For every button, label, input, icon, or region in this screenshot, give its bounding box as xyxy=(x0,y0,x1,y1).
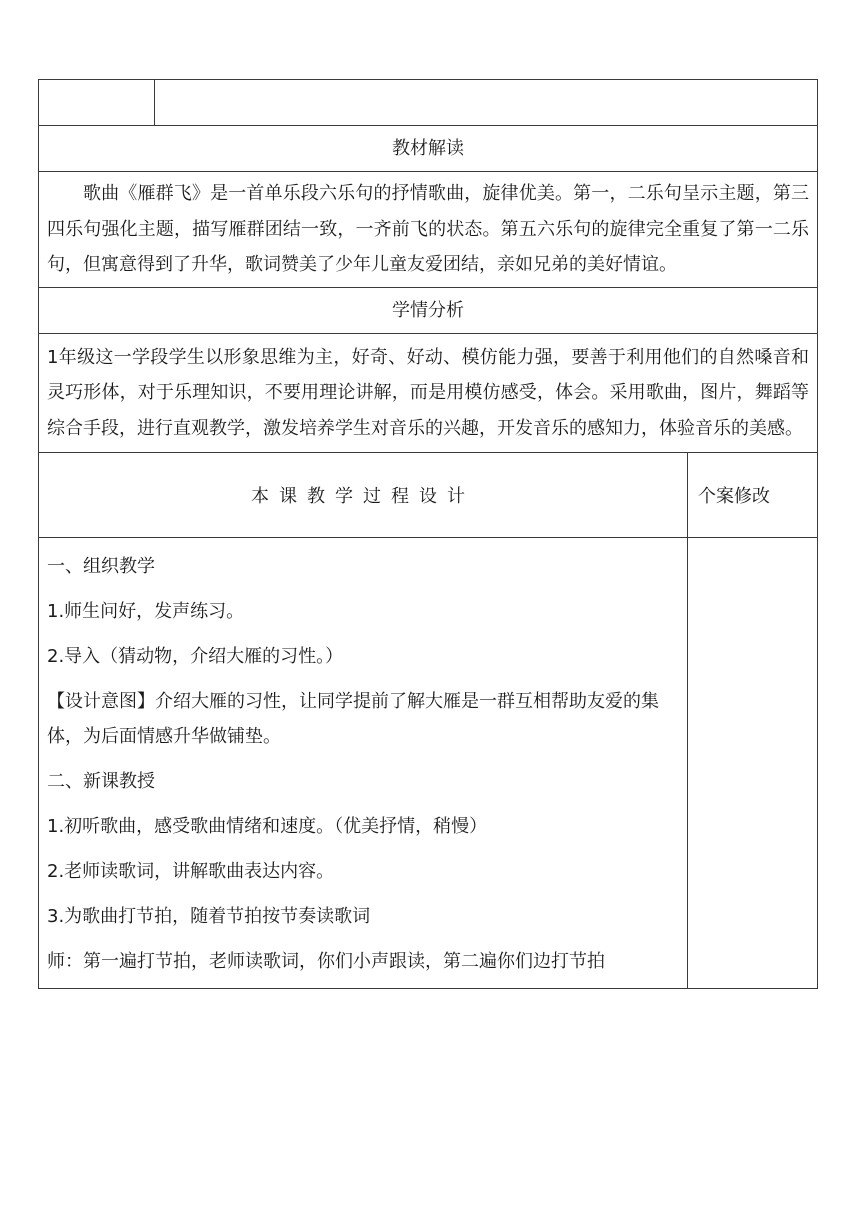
lesson-plan-table xyxy=(38,79,818,989)
material-heading: 教材解读 xyxy=(39,126,818,172)
analysis-content-row xyxy=(39,333,818,453)
blank-cell-right xyxy=(155,80,818,126)
step-line: 一、组织教学 xyxy=(47,556,155,577)
step-line: 3.为歌曲打节拍，随着节拍按节奏读歌词 xyxy=(47,906,371,927)
step-line: 1.师生问好，发声练习。 xyxy=(47,601,245,622)
material-content-row xyxy=(39,172,818,288)
process-heading-row xyxy=(39,453,818,538)
step-line: 2.导入（猜动物，介绍大雁的习性。） xyxy=(47,646,344,667)
material-heading-row xyxy=(39,126,818,172)
step-line: 1.初听歌曲，感受歌曲情绪和速度。（优美抒情，稍慢） xyxy=(47,816,488,837)
design-intent-note: 【设计意图】介绍大雁的习性，让同学提前了解大雁是一群互相帮助友爱的集体，为后面情感升华做铺垫。 xyxy=(47,691,659,747)
analysis-heading: 学情分析 xyxy=(39,287,818,333)
analysis-text: 1年级这一学段学生以形象思维为主，好奇、好动、模仿能力强，要善于利用他们的自然嗓音和灵巧形体，对于乐理知识，不要用理论讲解，而是用模仿感受，体会。采用歌曲，图片，舞蹈等综合手段，进行直观教学，激发培养学生对音乐的兴趣，开发音乐的感知力，体验音乐的美感。 xyxy=(47,346,809,439)
case-modify-heading: 个案修改 xyxy=(688,453,818,538)
process-content-row xyxy=(39,538,818,989)
process-steps xyxy=(39,538,688,989)
process-heading: 本课教学过程设计 xyxy=(39,453,688,538)
blank-header-row xyxy=(39,80,818,126)
step-line: 二、新课教授 xyxy=(47,771,155,792)
lesson-plan-page xyxy=(38,79,817,989)
step-line: 师：第一遍打节拍，老师读歌词，你们小声跟读，第二遍你们边打节拍 xyxy=(47,951,605,972)
blank-cell-left xyxy=(39,80,155,126)
case-modify-cell xyxy=(688,538,818,989)
analysis-heading-row xyxy=(39,287,818,333)
step-line: 2.老师读歌词，讲解歌曲表达内容。 xyxy=(47,861,335,882)
material-text: 歌曲《雁群飞》是一首单乐段六乐句的抒情歌曲，旋律优美。第一，二乐句呈示主题，第三四乐句强化主题，描写雁群团结一致，一齐前飞的状态。第五六乐句的旋律完全重复了第一二乐句，但寓意得到了升华，歌词赞美了少年儿童友爱团结，亲如兄弟的美好情谊。 xyxy=(47,183,809,275)
